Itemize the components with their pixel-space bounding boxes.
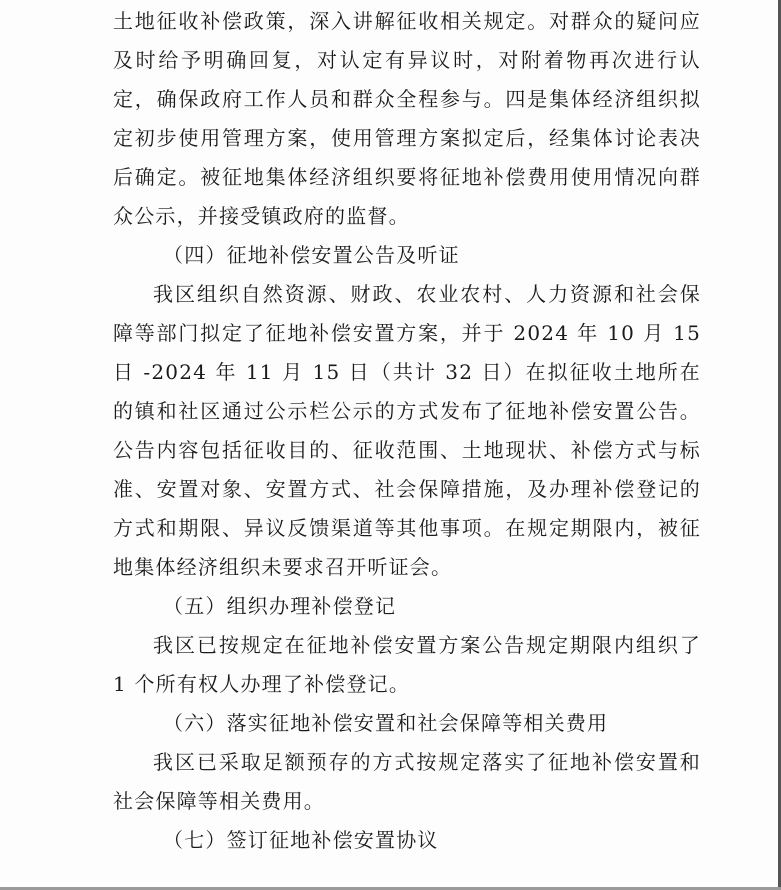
section-heading-4: （四）征地补偿安置公告及听证 [163, 243, 460, 267]
section-heading-5: （五）组织办理补偿登记 [163, 594, 397, 618]
section-heading-6: （六）落实征地补偿安置和社会保障等相关费用 [163, 711, 609, 735]
paragraph-fees: 我区已采取足额预存的方式按规定落实了征地补偿安置和社会保障等相关费用。 [113, 750, 701, 813]
section-heading-7: （七）签订征地补偿安置协议 [163, 828, 439, 852]
paragraph-announcement: 我区组织自然资源、财政、农业农村、人力资源和社会保障等部门拟定了征地补偿安置方案，并于 2024 年 10 月 15 日 -2024 年 11 月 15 日（共计 32 日）在拟征收土地所在的镇和社区通过公示栏公示的方式发布了征地补偿安置公告。公告内容包括征收目的、征收范围、土地现状、补偿方式与标准、安置对象、安置方式、社会保障措施，及办理补偿登记的方式和期限、异议反馈渠道等其他事项。在规定期限内，被征地集体经济组织未要求召开听证会。 [113, 282, 701, 579]
paragraph-registration: 我区已按规定在征地补偿安置方案公告规定期限内组织了 1 个所有权人办理了补偿登记。 [113, 633, 701, 696]
paragraph-continuation: 土地征收补偿政策，深入讲解征收相关规定。对群众的疑问应及时给予明确回复，对认定有异议时，对附着物再次进行认定，确保政府工作人员和群众全程参与。四是集体经济组织拟定初步使用管理方案，使用管理方案拟定后，经集体讨论表决后确定。被征地集体经济组织要将征地补偿费用使用情况向群众公示，并接受镇政府的监督。 [113, 9, 701, 228]
